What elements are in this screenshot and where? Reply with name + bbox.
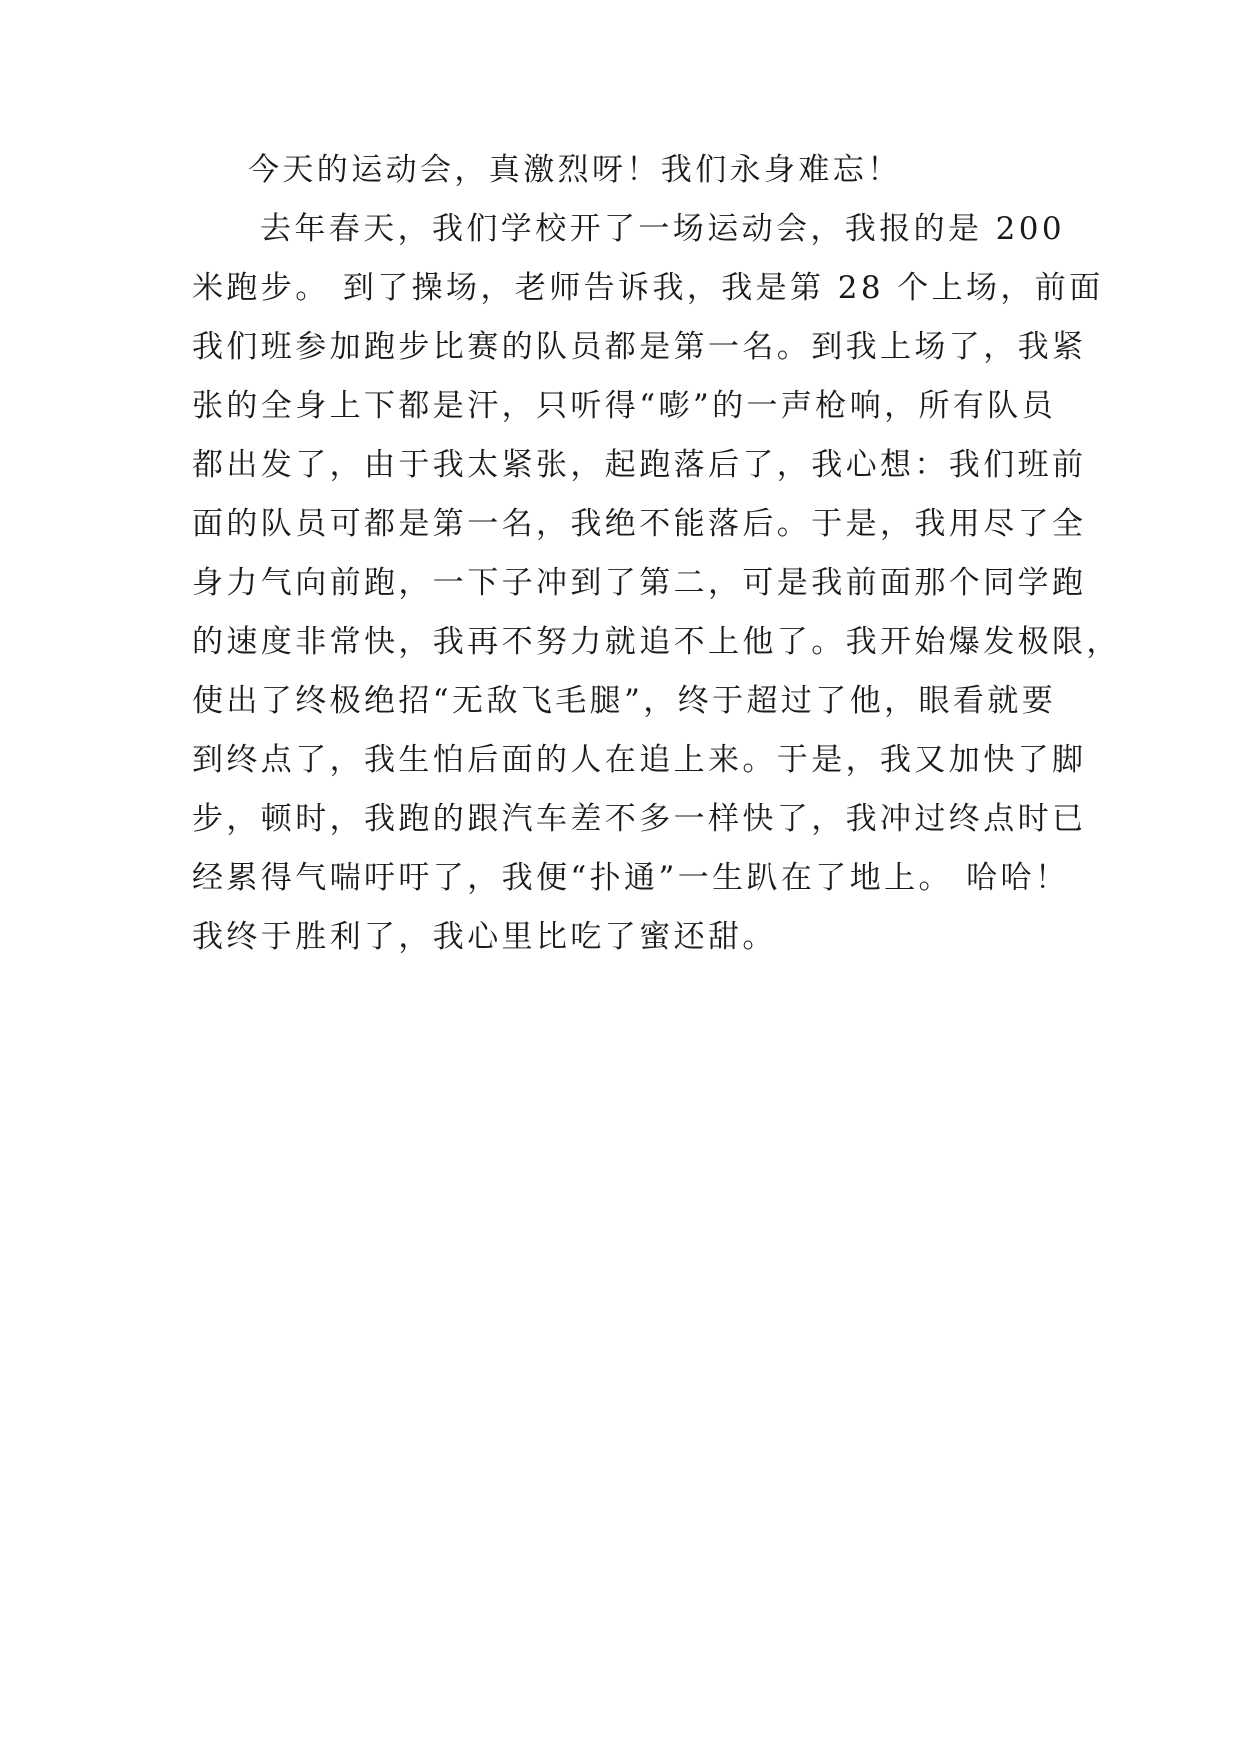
text-line-6: 都出发了，由于我太紧张，起跑落后了，我心想：我们班前 xyxy=(192,447,1087,483)
text-line-9: 的速度非常快，我再不努力就追不上他了。我开始爆发极限， xyxy=(192,624,1121,660)
text-line-14: 我终于胜利了，我心里比吃了蜜还甜。 xyxy=(192,919,777,955)
text-line-7: 面的队员可都是第一名，我绝不能落后。于是，我用尽了全 xyxy=(192,506,1087,542)
text-line-4: 我们班参加跑步比赛的队员都是第一名。到我上场了，我紧 xyxy=(192,329,1087,365)
text-line-13: 经累得气喘吁吁了，我便“扑通”一生趴在了地上。 哈哈！ xyxy=(192,860,1070,896)
text-line-3: 米跑步。 到了操场，老师告诉我，我是第 28 个上场，前面 xyxy=(192,270,1104,306)
text-line-11: 到终点了，我生怕后面的人在追上来。于是，我又加快了脚 xyxy=(192,742,1087,778)
text-line-2: 去年春天，我们学校开了一场运动会，我报的是 200 xyxy=(260,211,1066,247)
text-line-8: 身力气向前跑，一下子冲到了第二，可是我前面那个同学跑 xyxy=(192,565,1087,601)
text-line-5: 张的全身上下都是汗，只听得“嘭”的一声枪响，所有队员 xyxy=(192,388,1057,424)
text-line-1: 今天的运动会，真激烈呀！我们永身难忘！ xyxy=(248,152,902,188)
text-line-10: 使出了终极绝招“无敌飞毛腿”，终于超过了他，眼看就要 xyxy=(192,683,1057,719)
text-line-12: 步，顿时，我跑的跟汽车差不多一样快了，我冲过终点时已 xyxy=(192,801,1087,837)
